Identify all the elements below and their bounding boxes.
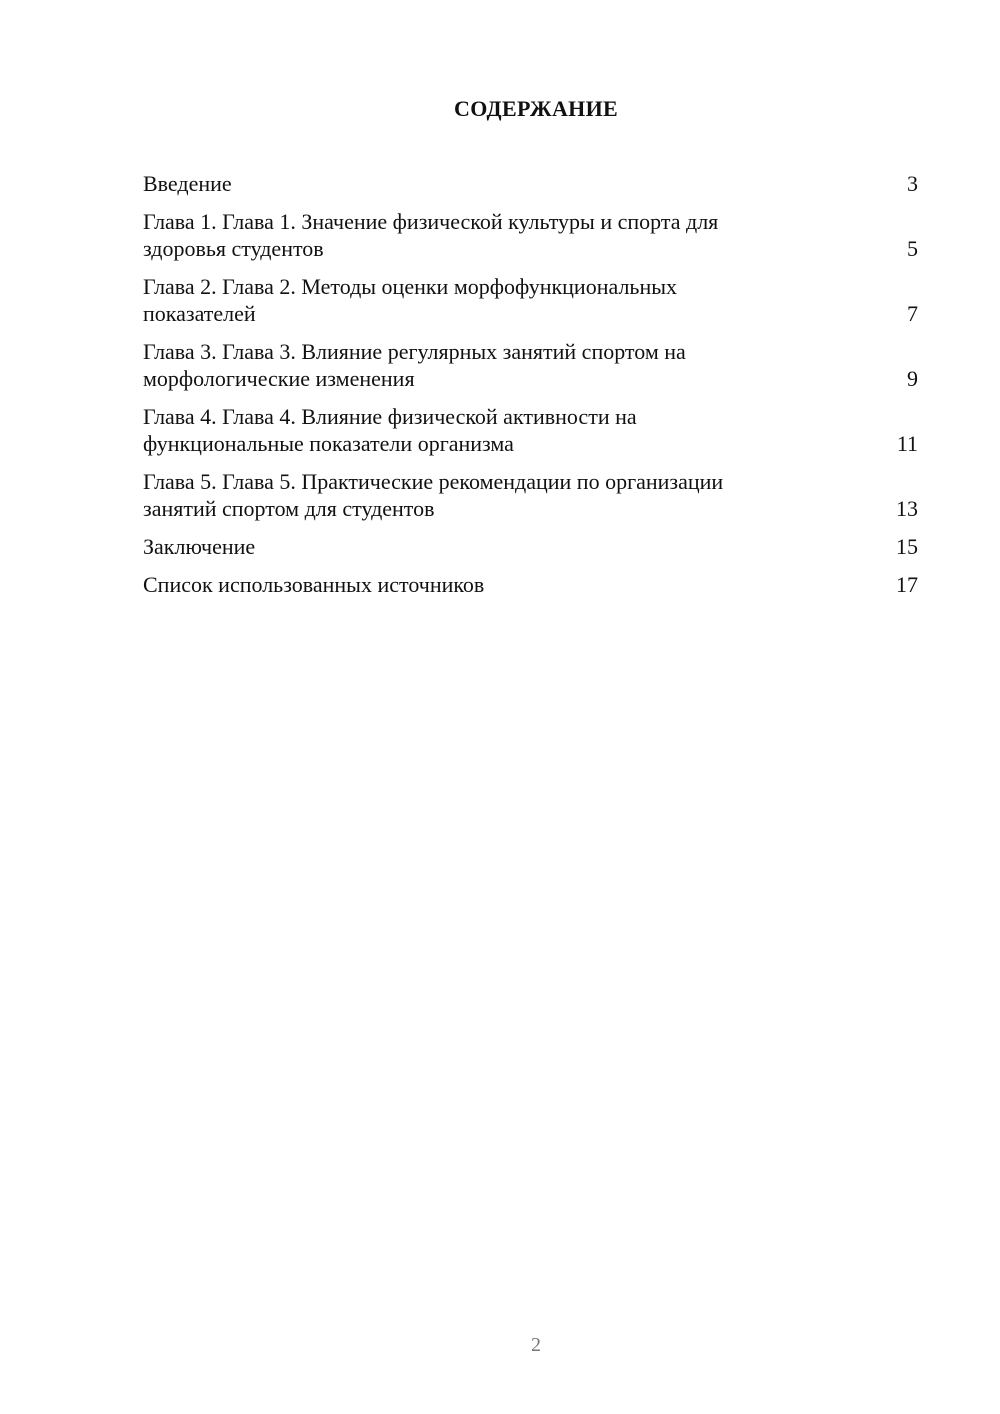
page-title: СОДЕРЖАНИЕ: [454, 96, 618, 121]
toc-entry: [143, 533, 918, 560]
toc-entry-title: Введение: [143, 171, 232, 196]
toc-entry: [143, 403, 918, 457]
toc-entry-title: показателей: [143, 301, 256, 326]
page-number: 2: [531, 1334, 541, 1356]
toc-entry: [143, 208, 918, 262]
toc-entry-title: морфологические изменения: [143, 366, 415, 391]
toc-entry-title: Глава 4. Глава 4. Влияние физической активности на: [143, 404, 637, 429]
toc-entry-title: здоровья студентов: [143, 236, 324, 261]
toc-entry-title: функциональные показатели организма: [143, 431, 514, 456]
toc-entry-title: Глава 5. Глава 5. Практические рекомендации по организации: [143, 469, 724, 494]
toc-entry-page: 11: [896, 431, 918, 456]
toc-entry-page: 5: [907, 236, 918, 261]
toc-entry-title: Глава 2. Глава 2. Методы оценки морфофункциональных: [143, 274, 678, 299]
toc-entry-title: занятий спортом для студентов: [143, 496, 435, 521]
toc-entry-page: 13: [896, 496, 918, 521]
toc-entry: [143, 571, 918, 598]
toc-entry-title: Глава 3. Глава 3. Влияние регулярных занятий спортом на: [143, 339, 686, 364]
toc-entry-page: 15: [896, 534, 918, 559]
toc-entry: [143, 338, 918, 392]
toc-entry-page: 9: [907, 366, 918, 391]
toc-entry-page: 7: [907, 301, 918, 326]
toc-entry: [143, 468, 918, 522]
toc-entry-title: Глава 1. Глава 1. Значение физической культуры и спорта для: [143, 209, 719, 234]
toc-entry-title: Заключение: [143, 534, 256, 559]
table-of-contents: [143, 170, 918, 609]
toc-entry-title: Список использованных источников: [143, 572, 485, 597]
toc-entry-page: 17: [896, 572, 918, 597]
toc-entry-page: 3: [907, 171, 918, 196]
toc-entry: [143, 273, 918, 327]
toc-entry: [143, 170, 918, 197]
